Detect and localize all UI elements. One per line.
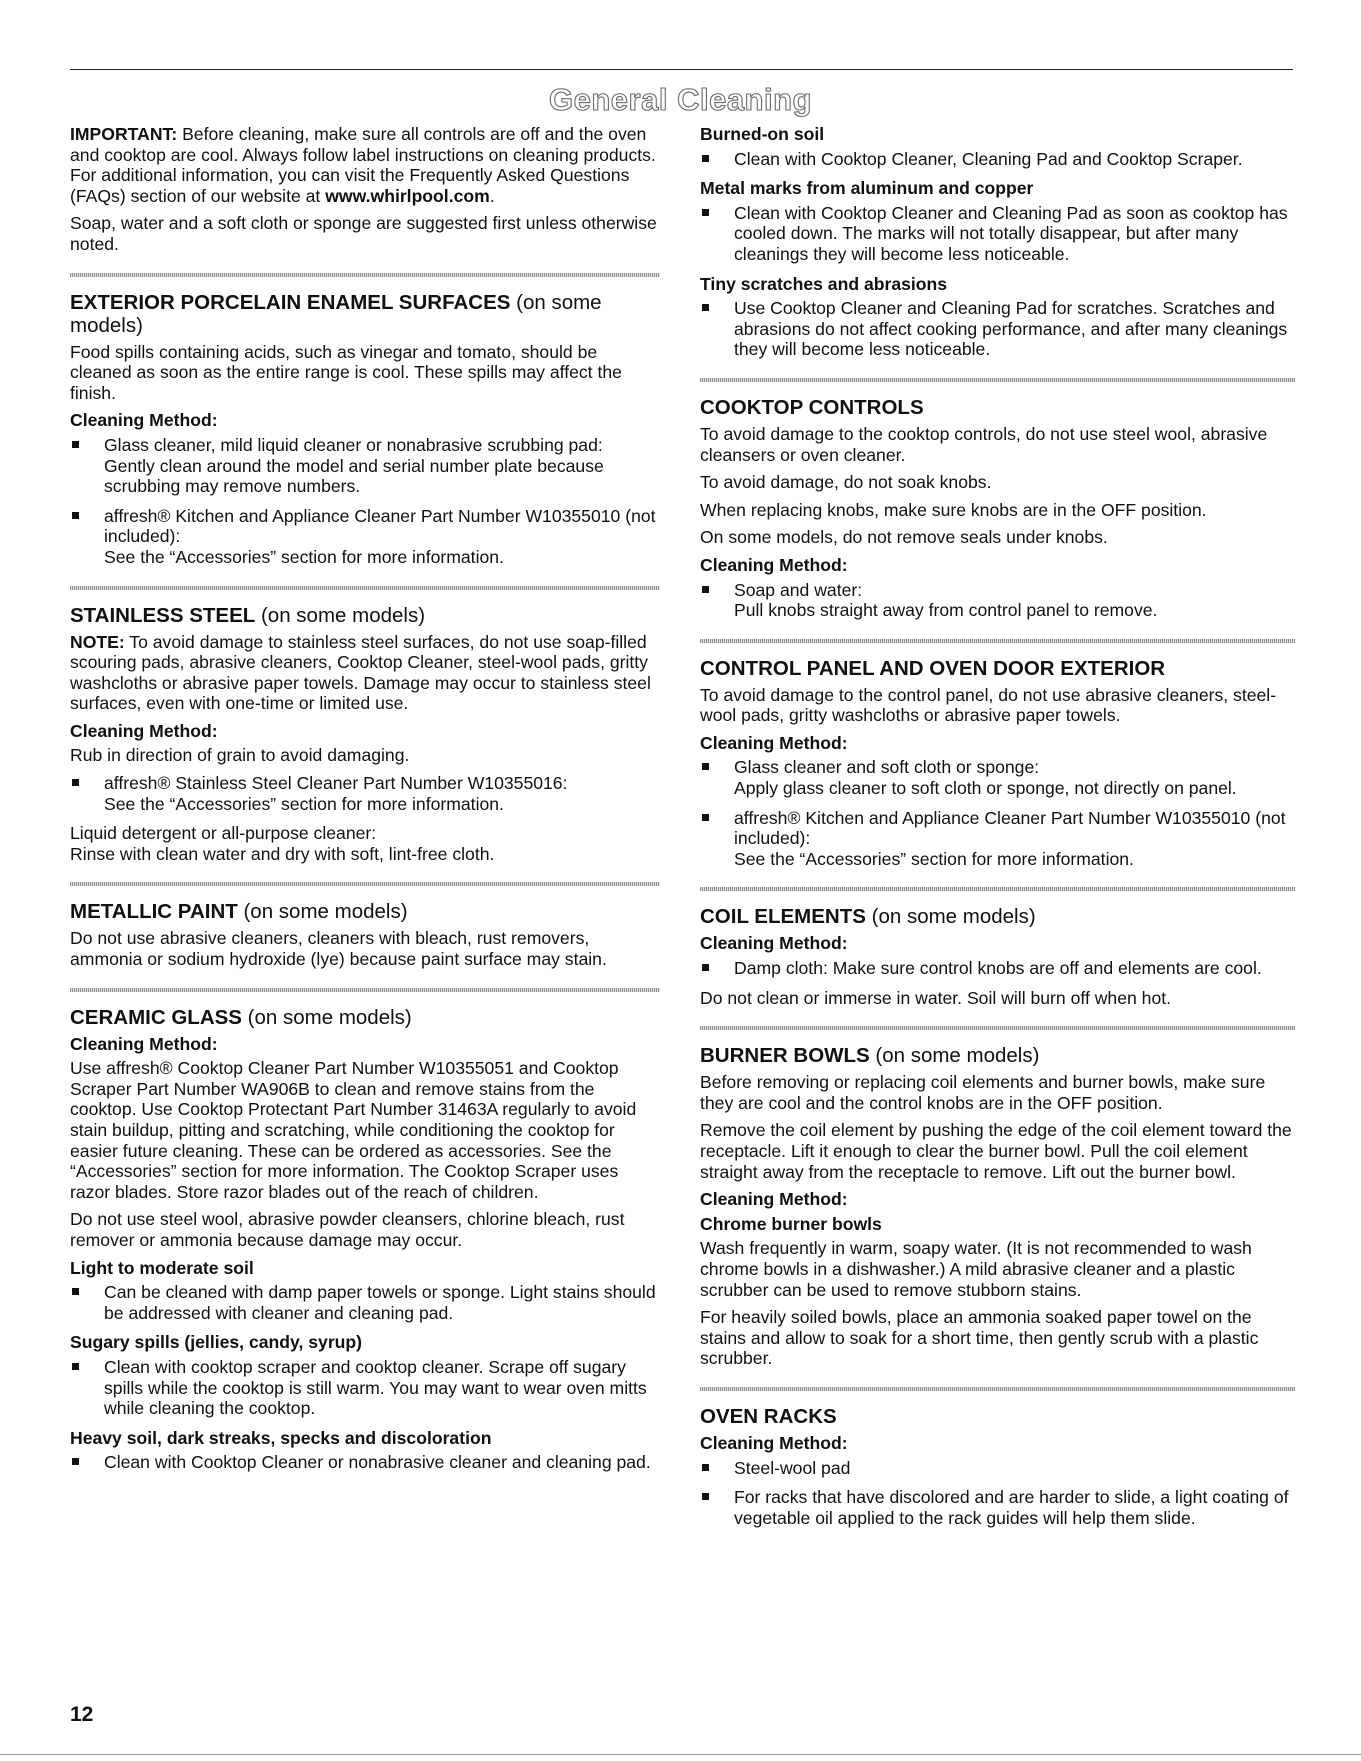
list-item xyxy=(70,1452,660,1473)
section-title-text: OVEN RACKS xyxy=(700,1404,837,1428)
list-item xyxy=(700,1458,1295,1479)
list-item-text: Soap and water: xyxy=(734,579,863,600)
bullet-square-icon xyxy=(702,1464,709,1471)
section-title-text: CERAMIC GLASS xyxy=(70,1005,242,1029)
stainless-list xyxy=(70,773,660,814)
bullet-square-icon xyxy=(702,964,709,971)
website-link[interactable]: www.whirlpool.com xyxy=(325,185,490,206)
note-label: NOTE: xyxy=(70,631,125,652)
list-item xyxy=(700,1487,1295,1528)
cleaning-method-label: Cleaning Method: xyxy=(700,1432,848,1453)
note-text: To avoid damage to stainless steel surfaces, do not use soap-filled scouring pads, abrasive cleaners, Cooktop Cleaner, steel-wool pads, gritty washcloths or abrasive paper towels. Damage may occur to stainless steel surfaces, even with one-time or limited use. xyxy=(70,631,651,714)
bullet-square-icon xyxy=(702,304,709,311)
bowls-p3: Wash frequently in warm, soapy water. (It is not recommended to wash chrome bowls in a dishwasher.) A mild abrasive cleaner and a plastic scrubber can be used to remove stubborn stains. xyxy=(700,1238,1252,1300)
section-title-text: COIL ELEMENTS xyxy=(700,905,866,929)
top-rule xyxy=(70,69,1293,70)
section-title-text: METALLIC PAINT xyxy=(70,900,238,924)
ceramic-body-1: Use affresh® Cooktop Cleaner Part Number W10355051 and Cooktop Scraper Part Number WA906B to clean and remove stains from the cooktop. Use Cooktop Protectant Part Number 31463A regularly to avoid stain buildup, pitting and scratching, while conditioning the cooktop for easier future cleaning. These can be ordered as accessories. See the “Accessories” section for more information. The Cooktop Scraper uses razor blades. Store razor blades out of the reach of children. xyxy=(70,1058,637,1202)
bullet-square-icon xyxy=(702,586,709,593)
coil-body: Do not clean or immerse in water. Soil will burn off when hot. xyxy=(700,987,1172,1008)
section-divider xyxy=(700,1387,1295,1391)
chrome-bowls-label: Chrome burner bowls xyxy=(700,1213,882,1234)
list-item xyxy=(700,958,1295,979)
metallic-body: Do not use abrasive cleaners, cleaners with bleach, rust removers, ammonia or sodium hydroxide (lye) because paint surface may stain. xyxy=(70,928,607,970)
list-item xyxy=(700,298,1295,360)
tiny-scratches-list xyxy=(700,298,1295,360)
list-item-text: Glass cleaner and soft cloth or sponge: xyxy=(734,757,1040,778)
section-title-ceramic xyxy=(70,1006,660,1029)
panel-list xyxy=(700,757,1295,869)
section-title-coil xyxy=(700,905,1295,928)
bullet-square-icon xyxy=(702,209,709,216)
exterior-body: Food spills containing acids, such as vinegar and tomato, should be cleaned as soon as the entire range is cool. These spills may affect the finish. xyxy=(70,341,622,403)
page-title: General Cleaning xyxy=(549,82,812,117)
section-divider xyxy=(70,586,660,590)
list-item xyxy=(70,1357,660,1419)
list-item-text: See the “Accessories” section for more information. xyxy=(734,848,1134,869)
controls-p1: To avoid damage to the cooktop controls, do not use steel wool, abrasive cleansers or oven cleaner. xyxy=(700,423,1268,465)
list-item-text: Clean with Cooktop Cleaner or nonabrasive cleaner and cleaning pad. xyxy=(104,1452,651,1473)
important-paragraph xyxy=(70,124,660,206)
list-item xyxy=(700,203,1295,265)
bullet-square-icon xyxy=(702,1493,709,1500)
list-item-text: affresh® Stainless Steel Cleaner Part Number W10355016: xyxy=(104,773,568,794)
list-item xyxy=(70,1282,660,1323)
cleaning-method-label: Cleaning Method: xyxy=(70,720,218,741)
ceramic-body-2: Do not use steel wool, abrasive powder cleansers, chlorine bleach, rust remover or ammonia because damage may occur. xyxy=(70,1209,625,1250)
section-divider xyxy=(700,378,1295,382)
cleaning-method-label: Cleaning Method: xyxy=(700,1189,848,1210)
section-title-text: STAINLESS STEEL xyxy=(70,603,256,627)
list-item xyxy=(700,580,1295,621)
bullet-square-icon xyxy=(72,779,79,786)
bullet-square-icon xyxy=(72,441,79,448)
burned-on-list xyxy=(700,149,1295,170)
bullet-square-icon xyxy=(702,155,709,162)
sugary-spills-list xyxy=(70,1357,660,1419)
heavy-soil-label: Heavy soil, dark streaks, specks and discoloration xyxy=(70,1427,492,1448)
bowls-p4: For heavily soiled bowls, place an ammonia soaked paper towel on the stains and allow to soak for a short time, then gently scrub with a plastic scrubber. xyxy=(700,1307,1259,1369)
panel-body: To avoid damage to the control panel, do not use abrasive cleaners, steel-wool pads, gritty washcloths or abrasive paper towels. xyxy=(700,684,1277,726)
list-item-text: Clean with cooktop scraper and cooktop cleaner. Scrape off sugary spills while the cooktop is still warm. You may want to wear oven mitts while cleaning the cooktop. xyxy=(104,1356,647,1419)
section-title-suffix: (on some models) xyxy=(237,900,408,924)
list-item xyxy=(70,435,660,497)
metal-marks-label: Metal marks from aluminum and copper xyxy=(700,178,1034,199)
liquid-paragraph xyxy=(70,823,660,864)
list-item-text: Clean with Cooktop Cleaner, Cleaning Pad and Cooktop Scraper. xyxy=(734,148,1243,169)
section-title-racks xyxy=(700,1405,1295,1428)
controls-list xyxy=(700,580,1295,621)
section-title-controls xyxy=(700,396,1295,419)
bullet-square-icon xyxy=(702,763,709,770)
section-divider xyxy=(70,273,660,277)
section-divider xyxy=(700,887,1295,891)
list-item xyxy=(700,149,1295,170)
liquid-line: Rinse with clean water and dry with soft, lint-free cloth. xyxy=(70,843,495,864)
section-title-text: BURNER BOWLS xyxy=(700,1044,870,1068)
racks-list xyxy=(700,1458,1295,1529)
list-item xyxy=(70,773,660,814)
light-soil-list xyxy=(70,1282,660,1323)
section-title-suffix: (on some models) xyxy=(865,905,1036,929)
section-divider xyxy=(700,639,1295,643)
important-text: Before cleaning, make sure all controls are off and the oven and cooktop are cool. Always follow label instructions on cleaning products. For additional information, you can visit the Frequently Asked Questions (FAQs) section of our website at xyxy=(70,124,656,206)
list-item-text: Glass cleaner, mild liquid cleaner or nonabrasive scrubbing pad: xyxy=(104,434,603,455)
bullet-square-icon xyxy=(72,1458,79,1465)
list-item-text: Apply glass cleaner to soft cloth or sponge, not directly on panel. xyxy=(734,778,1237,799)
list-item-text: Damp cloth: Make sure control knobs are off and elements are cool. xyxy=(734,958,1262,979)
list-item-text: Gently clean around the model and serial number plate because scrubbing may remove numbers. xyxy=(104,455,604,497)
cleaning-method-label: Cleaning Method: xyxy=(700,933,848,954)
bottom-rule xyxy=(0,1754,1361,1755)
exterior-list xyxy=(70,435,660,568)
light-soil-label: Light to moderate soil xyxy=(70,1257,254,1278)
rub-paragraph: Rub in direction of grain to avoid damaging. xyxy=(70,745,410,766)
section-title-stainless xyxy=(70,604,660,627)
controls-p3: When replacing knobs, make sure knobs are in the OFF position. xyxy=(700,499,1207,520)
section-title-panel xyxy=(700,657,1295,680)
list-item xyxy=(700,757,1295,798)
list-item-text: Use Cooktop Cleaner and Cleaning Pad for scratches. Scratches and abrasions do not affect cooking performance, and after many cleanings they will become less noticeable. xyxy=(734,298,1288,360)
list-item xyxy=(700,808,1295,870)
section-title-metallic xyxy=(70,900,660,923)
coil-list xyxy=(700,958,1295,979)
burned-on-label: Burned-on soil xyxy=(700,124,825,144)
section-title-suffix: (on some models) xyxy=(255,603,426,627)
cleaning-method-label: Cleaning Method: xyxy=(700,732,848,753)
list-item-text: affresh® Kitchen and Appliance Cleaner Part Number W10355010 (not included): xyxy=(734,807,1286,849)
section-divider xyxy=(70,882,660,886)
list-item-text: Pull knobs straight away from control panel to remove. xyxy=(734,600,1158,621)
tiny-scratches-label: Tiny scratches and abrasions xyxy=(700,273,948,294)
sugary-spills-label: Sugary spills (jellies, candy, syrup) xyxy=(70,1332,363,1353)
bowls-p2: Remove the coil element by pushing the edge of the coil element toward the receptacle. Lift it enough to clear the burner bowl. Pull the coil element straight away from the receptacle to remove. Lift out the burner bowl. xyxy=(700,1120,1292,1182)
section-title-suffix: (on some models) xyxy=(869,1044,1040,1068)
list-item-text: Clean with Cooktop Cleaner and Cleaning Pad as soon as cooktop has cooled down. The marks will not totally disappear, but after many cleanings they will become less noticeable. xyxy=(734,202,1288,264)
page-number: 12 xyxy=(70,1703,94,1726)
important-label: IMPORTANT: xyxy=(70,124,178,144)
section-title-suffix: (on some models) xyxy=(241,1005,412,1029)
left-column xyxy=(70,124,660,1482)
bullet-square-icon xyxy=(72,1288,79,1295)
bullet-square-icon xyxy=(72,1363,79,1370)
list-item-text: affresh® Kitchen and Appliance Cleaner Part Number W10355010 (not included): xyxy=(104,505,656,547)
cleaning-method-label: Cleaning Method: xyxy=(70,410,218,431)
metal-marks-list xyxy=(700,203,1295,265)
section-title-bowls xyxy=(700,1044,1295,1067)
controls-p2: To avoid damage, do not soak knobs. xyxy=(700,472,992,493)
section-title-exterior xyxy=(70,291,660,337)
right-column xyxy=(700,124,1295,1537)
cleaning-method-label: Cleaning Method: xyxy=(700,554,848,575)
cleaning-method-label: Cleaning Method: xyxy=(70,1033,218,1054)
bullet-square-icon xyxy=(72,512,79,519)
list-item-text: For racks that have discolored and are harder to slide, a light coating of vegetable oil applied to the rack guides will help them slide. xyxy=(734,1487,1289,1528)
section-divider xyxy=(700,1026,1295,1030)
section-title-text: CONTROL PANEL AND OVEN DOOR EXTERIOR xyxy=(700,656,1166,680)
list-item-text: See the “Accessories” section for more information. xyxy=(104,793,504,814)
list-item-text: Steel-wool pad xyxy=(734,1457,851,1478)
list-item-text: See the “Accessories” section for more information. xyxy=(104,546,504,567)
website-period: . xyxy=(489,185,495,206)
list-item-text: Can be cleaned with damp paper towels or sponge. Light stains should be addressed with cleaner and cleaning pad. xyxy=(104,1282,656,1323)
heavy-soil-list xyxy=(70,1452,660,1473)
section-title-text: COOKTOP CONTROLS xyxy=(700,395,924,419)
controls-p4: On some models, do not remove seals under knobs. xyxy=(700,527,1108,548)
liquid-line: Liquid detergent or all-purpose cleaner: xyxy=(70,823,377,844)
section-title-text: EXTERIOR PORCELAIN ENAMEL SURFACES xyxy=(70,290,511,314)
note-paragraph xyxy=(70,632,660,714)
bowls-p1: Before removing or replacing coil elements and burner bowls, make sure they are cool and the control knobs are in the OFF position. xyxy=(700,1072,1266,1113)
section-title-suffix: (on some models) xyxy=(70,290,602,337)
list-item xyxy=(70,506,660,568)
section-divider xyxy=(70,988,660,992)
soap-paragraph: Soap, water and a soft cloth or sponge are suggested first unless otherwise noted. xyxy=(70,213,657,254)
bullet-square-icon xyxy=(702,814,709,821)
